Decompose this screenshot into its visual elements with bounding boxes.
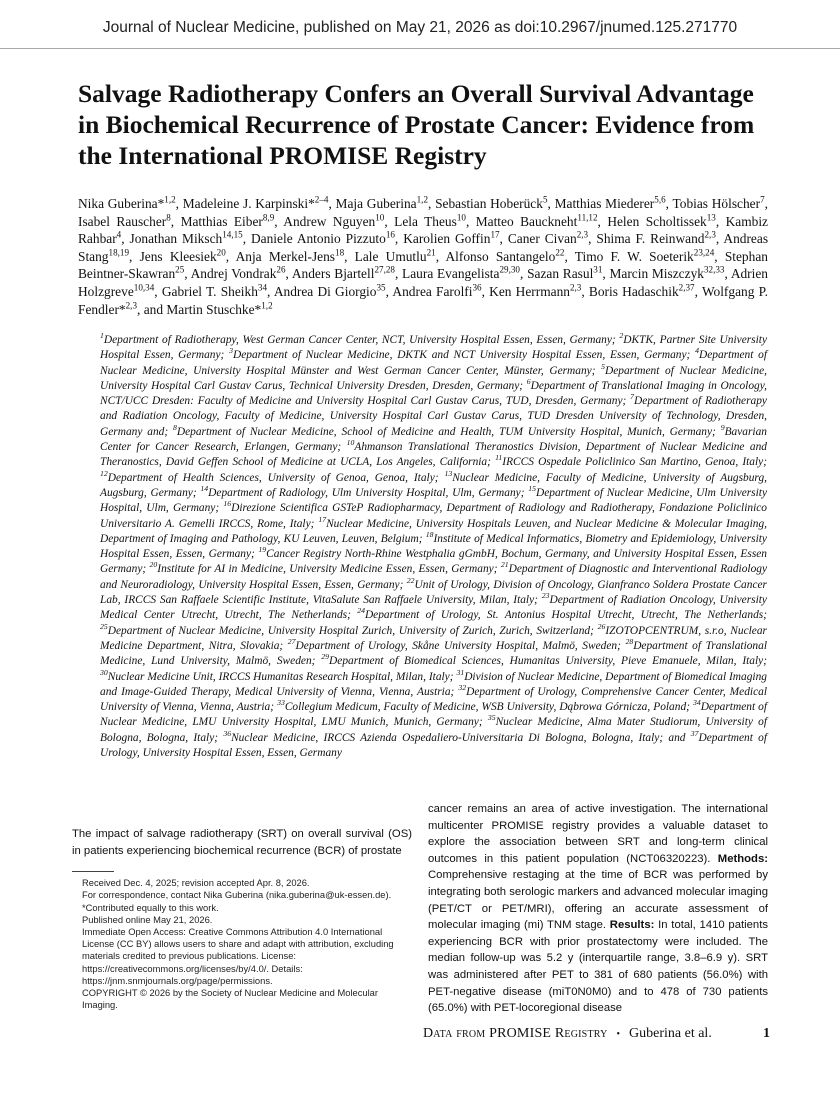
author-affiliation-marker: 22 — [555, 247, 565, 258]
author-name: Helen Scholtissek — [607, 213, 707, 229]
affiliation-number: 19 — [258, 545, 267, 555]
affiliation-text: Department of Biomedical Sciences, Humanitas University, Pieve Emanuele, Milan, Italy; — [329, 655, 767, 668]
affiliation-number: 14 — [200, 484, 209, 494]
author-affiliation-marker: 5,6 — [654, 194, 666, 205]
author-name: Marcin Miszczyk — [609, 266, 704, 282]
author-affiliation-marker: 23,24 — [693, 247, 715, 258]
affiliation-number: 35 — [487, 713, 496, 723]
affiliation-text: Direzione Scientifica GSTeP Radiopharmacy, Department of Radiology and Radiotherapy, Fondazione Policlinico Universitario A. Gemelli IRCCS, Rome, Italy; — [100, 502, 767, 530]
author-affiliation-marker: 21 — [426, 247, 436, 258]
affiliation-text: Department of Nuclear Medicine, LMU University Hospital, LMU Munich, Munich, Germany; — [100, 701, 767, 729]
affiliation-number: 27 — [287, 637, 296, 647]
author-name: Matteo Bauckneht — [475, 213, 578, 229]
author-list: Nika Guberina*$^{1,2}$, Madeleine J. Karpinski*$^{2-4}$, Maja Guberina$^{1,2}$, Sebastian Hoberück$^5$, Matthias Miederer$^{5,6}$, Tobias Hölscher$^7$, Isabel Rauscher$^8$, Matthias Eiber$^{8,9}$, Andrew Nguyen$^{10}$, Lela Theus$^{10}$, Matteo Bauckneht$^{11,12}$, Helen Scholtissek$^{13}$, Kambiz Rahbar$^4$, Jonathan Miksch$^{14,15}$, Daniele Antonio Pizzuto$^{16}$, Karolien Goffin$^{17}$, Caner Civan$^{2,3}$, Shima F. Reinwand$^{2,3}$, Andreas Stang$^{18,19}$, Jens Kleesiek$^{20}$, Anja Merkel-Jens$^{18}$, Lale Umutlu$^{21}$, Alfonso Santangelo$^{22}$, Timo F. W. Soeterik$^{23,24}$, Stephan Beintner-Skawran$^{25}$, Andrej Vondrak$^{26}$, Anders Bjartell$^{27,28}$, Laura Evangelista$^{29,30}$, Sazan Rasul$^{31}$, Marcin Miszczyk$^{32,33}$, Adrien Holzgreve$^{10,34}$, Gabriel T. Sheikh$^{34}$, Andrea Di Giorgio$^{35}$, Andrea Farolfi$^{36}$, Ken Herrmann$^{2,3}$, Boris Hadaschik$^{2,37}$, Wolfgang P. Fendler*$^{2,3}$, and Martin Stuschke*$^{1,2}$ — [78, 194, 769, 317]
author-name: Nika Guberina* — [78, 196, 165, 211]
author-affiliation-marker: 1,2 — [164, 194, 176, 205]
author-affiliation-marker: 18,19 — [108, 247, 130, 258]
affiliation-number: 36 — [223, 728, 232, 738]
equal-contribution-note: *Contributed equally to this work. — [82, 902, 219, 913]
author-name: Boris Hadaschik — [588, 283, 679, 299]
methods-label: Methods: — [717, 852, 768, 865]
author-affiliation-marker: 17 — [490, 229, 500, 240]
journal-header: Journal of Nuclear Medicine, published on May 21, 2026 as doi:10.2967/jnumed.125.271770 — [0, 10, 840, 49]
author-name: Anders Bjartell — [291, 266, 375, 282]
affiliation-number: 7 — [630, 392, 635, 402]
author-affiliation-marker: 11,12 — [577, 212, 598, 223]
author-affiliation-marker: 14,15 — [222, 229, 243, 240]
affiliation-number: 17 — [318, 514, 327, 524]
author-affiliation-marker: 8 — [166, 212, 171, 223]
author-name: and Martin Stuschke* — [143, 301, 262, 317]
author-name: Maja Guberina — [335, 196, 417, 211]
affiliation-number: 28 — [625, 637, 634, 647]
author-affiliation-marker: 2,3 — [704, 229, 716, 240]
author-name: Isabel Rauscher — [78, 213, 167, 229]
affiliation-text: Unit of Urology, Division of Oncology, Gianfranco Soldera Prostate Cancer Lab, IRCCS San Raffaele Scientific Institute, VitaSalute San Raffaele University, Milan, Italy; — [100, 578, 767, 607]
affiliation-text: Department of Translational Medicine, Lund University, Malmö, Sweden; — [100, 639, 767, 668]
footer-separator: • — [616, 1029, 621, 1040]
affiliation-text: Department of Health Sciences, University of Genoa, Genoa, Italy; — [107, 471, 445, 484]
published-note: Published online May 21, 2026. — [82, 914, 213, 925]
affiliation-number: 24 — [357, 606, 365, 616]
author-affiliation-marker: 36 — [472, 282, 482, 293]
affiliation-number: 33 — [277, 698, 285, 708]
author-name: Timo F. W. Soeterik — [574, 248, 694, 264]
author-name: Sazan Rasul — [527, 266, 594, 282]
author-name: Laura Evangelista — [402, 266, 500, 282]
author-affiliation-marker: 2,3 — [569, 282, 582, 293]
author-affiliation-marker: 18 — [335, 247, 345, 258]
affiliation-number: 31 — [456, 667, 465, 677]
author-name: Daniele Antonio Pizzuto — [251, 231, 386, 247]
affiliation-text: Department of Translational Imaging in Oncology, NCT/UCC Dresden: Faculty of Medicine and University Hospital Carl Gustav Carus, TUD, Dresden, Germany; — [100, 379, 767, 408]
author-affiliation-marker: 27,28 — [374, 264, 395, 275]
author-affiliation-marker: 32,33 — [703, 264, 725, 275]
author-affiliation-marker: 25 — [175, 264, 185, 275]
copyright-note: COPYRIGHT © 2026 by the Society of Nuclear Medicine and Molecular Imaging. — [82, 988, 378, 1011]
affiliation-number: 20 — [149, 560, 158, 570]
methods-text: Comprehensive restaging at the time of BCR was performed by integrating both serologic markers and advanced molecular imaging (PET/CT or PET/MRI), offering an accurate assessment of molecular imaging (mi) TNM stage. — [428, 869, 768, 932]
author-affiliation-marker: 1,2 — [416, 194, 429, 205]
author-name: Matthias Miederer — [554, 196, 655, 211]
affiliation-text: Department of Urology, Comprehensive Cancer Center, Medical University of Vienna, Vienna, Austria; — [100, 685, 767, 714]
affiliation-number: 30 — [100, 667, 108, 677]
author-affiliation-marker: 35 — [376, 282, 386, 293]
abstract-continued: cancer remains an area of active investigation. The international multicenter PROMISE registry provides a valuable dataset to explore the association between SRT and long-term clinical outcomes in this patient population (NCT06320223). — [428, 803, 768, 865]
affiliation-text: Cancer Registry North-Rhine Westphalia gGmbH, Bochum, Germany, and University Hospital Essen, Essen Germany; — [100, 548, 768, 576]
affiliation-number: 23 — [541, 591, 550, 601]
affiliation-text: Department of Nuclear Medicine, DKTK and NCT University Hospital Essen, Essen, Germany; — [232, 349, 696, 362]
affiliation-text: Department of Urology, Skåne University Hospital, Malmö, Sweden; — [295, 639, 626, 652]
author-affiliation-marker: 10,34 — [133, 282, 155, 293]
author-affiliation-marker: 13 — [706, 212, 716, 223]
author-name: Stephan Beintner-Skawran — [78, 248, 768, 282]
affiliation-number: 1 — [100, 331, 104, 341]
author-affiliation-marker: 10 — [456, 212, 466, 223]
author-affiliation-marker: 34 — [257, 282, 268, 293]
author-name: Andrew Nguyen — [283, 213, 376, 229]
footnote-divider — [72, 871, 114, 872]
affiliation-number: 22 — [406, 575, 415, 585]
running-author: Guberina et al. — [629, 1026, 712, 1041]
author-name: Shima F. Reinwand — [596, 231, 705, 247]
author-affiliation-marker: 7 — [760, 194, 765, 205]
affiliation-text: Nuclear Medicine, University Hospitals Leuven, and Nuclear Medicine & Molecular Imaging, Department of Imaging and Pathology, KU Leuven, Leuven, Belgium; — [100, 517, 767, 545]
affiliation-number: 29 — [321, 652, 330, 662]
author-name: Kambiz Rahbar — [78, 213, 768, 247]
affiliation-text: Department of Radiology, Ulm University Hospital, Ulm, Germany; — [208, 486, 529, 499]
author-name: Andrej Vondrak — [190, 266, 277, 282]
author-name: Adrien Holzgreve — [78, 266, 768, 299]
affiliation-text: Nuclear Medicine Unit, IRCCS Humanitas Research Hospital, Milan, Italy; — [107, 670, 457, 683]
affiliation-text: DKTK, Partner Site University Hospital Essen, Germany; — [100, 334, 767, 362]
right-column — [428, 801, 768, 1017]
affiliation-text: Department of Nuclear Medicine, University Hospital Carl Gustav Carus, Technical University Dresden, Dresden, Germany; — [100, 364, 767, 392]
author-name: Andrea Di Giorgio — [273, 283, 377, 299]
affiliation-text: Department of Nuclear Medicine, University Hospital Zurich, University of Zurich, Zurich, Switzerland; — [107, 624, 598, 637]
affiliation-text: IZOTOPCENTRUM, s.r.o, Nuclear Medicine Department, Nitra, Slovakia; — [100, 624, 767, 652]
affiliation-text: Division of Nuclear Medicine, Department of Biomedical Imaging and Image-Guided Therapy, Medical University of Vienna, Vienna, Austria; — [100, 670, 767, 698]
affiliation-number: 4 — [695, 346, 699, 356]
affiliation-text: Department of Urology, St. Antonius Hospital Utrecht, Utrecht, The Netherlands; — [364, 609, 767, 622]
author-affiliation-marker: 2,3 — [125, 300, 137, 311]
affiliation-number: 11 — [495, 453, 503, 463]
affiliation-text: Nuclear Medicine, IRCCS Azienda Ospedaliero-Universitaria Di Bologna, Bologna, Italy; and — [231, 731, 691, 744]
author-affiliation-marker: 4 — [116, 229, 122, 240]
affiliation-text: Department of Radiotherapy and Radiation Oncology, Faculty of Medicine, University Hospital Carl Gustav Carus, TUD Dresden University of Technology, Dresden, Germany and; — [100, 395, 767, 438]
page-footer — [423, 1026, 770, 1042]
author-name: Andrea Farolfi — [392, 283, 473, 299]
author-affiliation-marker: 10 — [375, 212, 385, 223]
author-affiliation-marker: 8,9 — [262, 212, 275, 223]
author-name: Gabriel T. Sheikh — [161, 283, 258, 299]
author-name: Caner Civan — [507, 231, 577, 247]
author-name: Wolfgang P. Fendler* — [78, 283, 768, 317]
affiliation-text: Nuclear Medicine, Alma Mater Studiorum, University of Bologna, Bologna, Italy; — [100, 716, 767, 744]
author-name: Anja Merkel-Jens — [235, 248, 336, 264]
author-affiliation-marker: 1,2 — [261, 300, 273, 311]
affiliation-number: 8 — [173, 422, 177, 432]
affiliation-number: 13 — [444, 468, 453, 478]
author-affiliation-marker: 2–4 — [314, 194, 329, 205]
author-affiliation-marker: 20 — [216, 247, 226, 258]
affiliation-number: 10 — [346, 438, 355, 448]
author-name: Jens Kleesiek — [139, 248, 217, 264]
author-name: Matthias Eiber — [180, 213, 263, 229]
affiliation-text: IRCCS Ospedale Policlinico San Martino, Genoa, Italy; — [502, 456, 767, 469]
affiliation-text: Institute for AI in Medicine, University Medicine Essen, Essen, Germany; — [157, 563, 501, 576]
correspondence-note: For correspondence, contact Nika Guberina (nika.guberina@uk-essen.de). — [82, 890, 392, 901]
affiliation-number: 5 — [601, 361, 605, 371]
affiliation-number: 34 — [692, 698, 701, 708]
affiliation-text: Department of Nuclear Medicine, Ulm University Hospital, Ulm, Germany; — [100, 486, 767, 515]
author-affiliation-marker: 5 — [542, 194, 548, 205]
author-affiliation-marker: 16 — [385, 229, 395, 240]
author-affiliation-marker: 2,3 — [576, 229, 589, 240]
footnotes — [82, 877, 412, 1011]
affiliation-number: 21 — [500, 560, 509, 570]
affiliation-number: 32 — [458, 683, 467, 693]
affiliation-text: Ahmanson Translational Theranostics Division, Department of Nuclear Medicine and Theranostics, David Geffen School of Medicine at UCLA, Los Angeles, California; — [100, 441, 767, 469]
affiliation-text: Department of Radiation Oncology, University Medical Center Utrecht, Utrecht, The Netherlands; — [100, 594, 767, 622]
author-name: Tobias Hölscher — [672, 196, 761, 211]
affiliation-number: 25 — [100, 621, 108, 631]
open-access-note: Immediate Open Access: Creative Commons Attribution 4.0 International License (CC BY) allows users to share and adapt with attribution, excluding materials credited to previous publications. License: https://creativecommons.org/licenses/by/4.0/. Details: https://jnm.snmjournals.org/page/permissions. — [82, 927, 394, 986]
author-name: Andreas Stang — [78, 231, 769, 264]
affiliation-number: 15 — [528, 484, 536, 494]
author-name: Lale Umutlu — [354, 248, 427, 264]
left-column — [72, 826, 412, 1011]
affiliation-text: Collegium Medicum, Faculty of Medicine, WSB University, Dąbrowa Górnicza, Poland; — [284, 701, 693, 714]
affiliation-number: 6 — [526, 377, 531, 387]
affiliation-text: Nuclear Medicine, Faculty of Medicine, University of Augsburg, Augsburg, Germany; — [100, 471, 767, 499]
affiliation-number: 2 — [619, 331, 624, 341]
article-title: Salvage Radiotherapy Confers an Overall Survival Advantage in Biochemical Recurrence of Prostate Cancer: Evidence from the International PROMISE Registry — [78, 79, 755, 170]
author-affiliation-marker: 29,30 — [499, 264, 520, 275]
affiliation-text: Department of Nuclear Medicine, School of Medicine and Health, TUM University Hospital, Munich, Germany; — [176, 425, 721, 438]
author-name: Madeleine J. Karpinski* — [182, 196, 315, 211]
affiliation-text: Department of Urology, University Hospital Essen, Essen, Germany — [100, 731, 767, 760]
author-affiliation-marker: 26 — [276, 264, 286, 275]
affiliation-number: 37 — [690, 728, 699, 738]
affiliation-text: Institute of Medical Informatics, Biometry and Epidemiology, University Hospital Essen, Essen, Germany; — [100, 532, 767, 561]
affiliation-number: 3 — [229, 346, 233, 356]
results-text: In total, 1410 patients experiencing BCR with prior prostatectomy were included. The median follow-up was 5.2 y (interquartile range, 3.8–6.9 y). SRT was administered after PET to 381 of 680 patients (56.0%) with PET-negative disease (miT0N0M0) and to 478 of 730 patients (65.0%) with PET-locoregional disease — [428, 919, 768, 1015]
affiliation-text: Department of Diagnostic and Interventional Radiology and Neuroradiology, University Hospital Essen, Essen, Germany; — [100, 563, 768, 591]
results-label: Results: — [609, 919, 655, 932]
running-title: Data from PROMISE Registry — [423, 1026, 608, 1041]
page-number: 1 — [763, 1026, 770, 1041]
affiliation-text: Bavarian Center for Cancer Research, Erlangen, Germany; — [100, 425, 767, 454]
author-name: Ken Herrmann — [489, 283, 570, 299]
affiliation-list — [100, 333, 767, 761]
author-name: Jonathan Miksch — [129, 231, 223, 247]
affiliation-number: 12 — [100, 468, 108, 478]
affiliation-text: Department of Radiotherapy, West German Cancer Center, NCT, University Hospital Essen, Essen, Germany; — [103, 334, 620, 346]
author-name: Alfonso Santangelo — [445, 248, 556, 264]
author-name: Lela Theus — [394, 213, 457, 229]
affiliation-number: 26 — [597, 621, 606, 631]
affiliation-number: 9 — [720, 422, 725, 432]
abstract-opening: The impact of salvage radiotherapy (SRT) on overall survival (OS) in patients experiencing biochemical recurrence (BCR) of prostate — [72, 828, 412, 857]
author-name: Sebastian Hoberück — [435, 196, 543, 211]
received-note: Received Dec. 4, 2025; revision accepted Apr. 8, 2026. — [82, 878, 310, 889]
author-name: Karolien Goffin — [403, 231, 491, 247]
author-affiliation-marker: 2,37 — [678, 282, 695, 293]
affiliation-text: Department of Nuclear Medicine, University Hospital Münster and West German Cancer Center, Münster, Germany; — [100, 349, 767, 377]
author-affiliation-marker: 31 — [593, 264, 603, 275]
affiliation-number: 16 — [223, 499, 232, 509]
affiliation-number: 18 — [425, 530, 434, 540]
